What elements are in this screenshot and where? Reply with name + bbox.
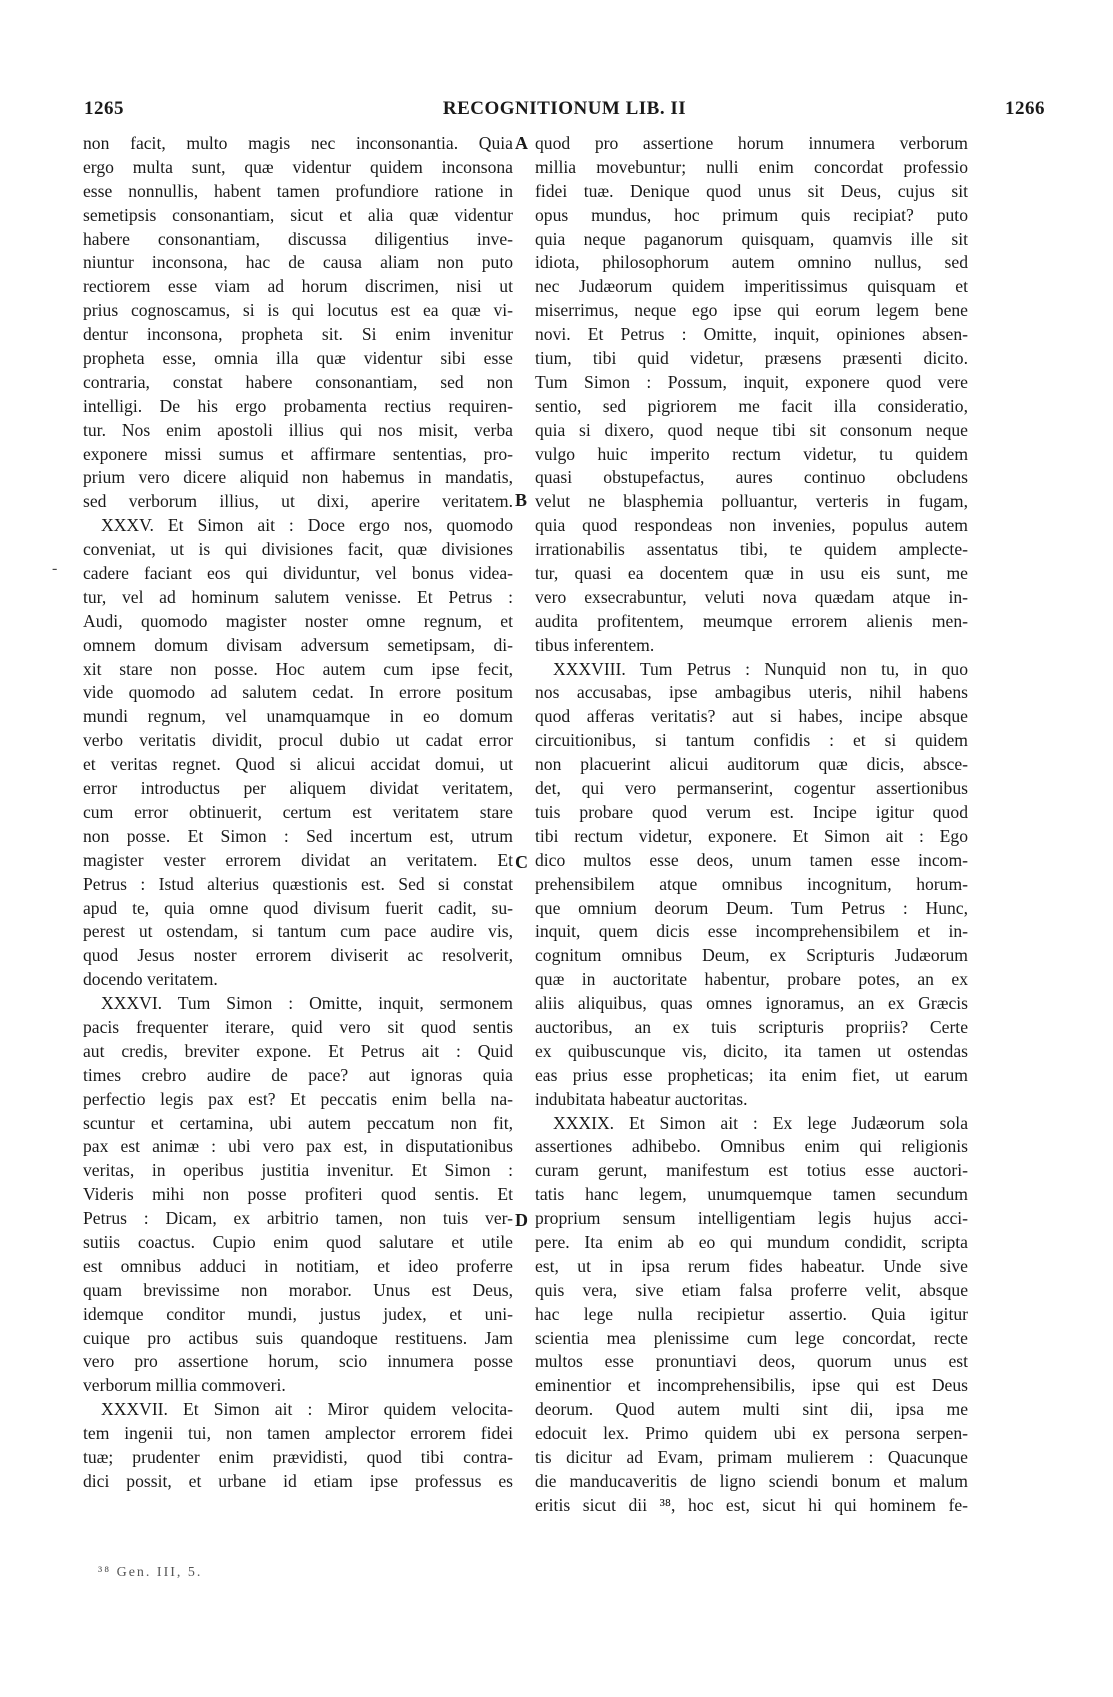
left-column-line: propheta esse, omnia illa quæ videntur sibi esse xyxy=(83,348,513,369)
left-column-line: xit stare non posse. Hoc autem cum ipse fecit, xyxy=(83,658,513,679)
left-column-line: pacis frequenter iterare, quid vero sit quod sentis xyxy=(83,1016,513,1037)
right-column-line: prehensibilem atque omnibus incognitum, horum- xyxy=(535,873,968,894)
right-column-line: eritis sicut dii ³⁸, hoc est, sicut hi qui hominem fe- xyxy=(535,1494,968,1515)
left-column-line: perest ut ostendam, si tantum cum pace audire vis, xyxy=(83,921,513,942)
right-column-line: circuitionibus, si tantum confidis : et si quidem xyxy=(535,730,968,751)
left-column-line: dici possit, et urbane id etiam ipse professus es xyxy=(83,1470,513,1491)
left-column-line: esse nonnullis, habent tamen profundiore ratione in xyxy=(83,180,513,201)
right-column-line: sentio, sed pigriorem me facit illa consideratio, xyxy=(535,395,968,416)
right-column-line: assertiones adhibebo. Omnibus enim qui religionis xyxy=(535,1136,968,1157)
left-column-line: non posse. Et Simon : Sed incertum est, utrum xyxy=(83,825,513,846)
left-column-line: apud te, quia omne quod divisum fuerit cadit, su- xyxy=(83,897,513,918)
right-column-line: multos esse pronuntiavi deos, quorum unus est xyxy=(535,1351,968,1372)
margin-letter-c: C xyxy=(515,852,528,872)
right-column-line: fidei tuæ. Denique quod unus sit Deus, cujus sit xyxy=(535,180,968,201)
right-column-line: tis dicitur ad Evam, primam mulierem : Quacunque xyxy=(535,1446,968,1467)
right-column xyxy=(535,132,968,1518)
left-column-line: idemque conditor mundi, justus judex, et uni- xyxy=(83,1303,513,1324)
left-column-line: niuntur inconsona, hac de causa aliam non puto xyxy=(83,252,513,273)
right-column-line: velut ne blasphemia polluantur, verteris in fugam, xyxy=(535,491,968,512)
right-column-line: miserrimus, neque ego ipse qui eorum legem bene xyxy=(535,300,968,321)
left-column-line: exponere missi sumus et affirmare sententias, pro- xyxy=(83,443,513,464)
right-column-line: indubitata habeatur auctoritas. xyxy=(535,1088,748,1109)
right-column-line: non placuerint alicui auditorum quæ dicis, absce- xyxy=(535,754,968,775)
right-column-line: que omnium deorum Deum. Tum Petrus : Hunc, xyxy=(535,897,968,918)
page-number-right: 1266 xyxy=(1005,98,1045,119)
left-column-line: tem ingenii tui, non tamen amplector errorem fidei xyxy=(83,1423,513,1444)
left-column-line: aut credis, breviter expone. Et Petrus ait : Quid xyxy=(83,1040,513,1061)
right-column-line: hac lege nulla recipietur assertio. Quia igitur xyxy=(535,1303,968,1324)
left-column-line: times crebro audire de pace? aut ignoras quia xyxy=(83,1064,513,1085)
right-column-line: tibus inferentem. xyxy=(535,634,655,655)
left-column-line: XXXV. Et Simon ait : Doce ergo nos, quomodo xyxy=(101,515,513,536)
left-column-line: et veritas regnet. Quod si alicui accidat domui, ut xyxy=(83,754,513,775)
right-column-line: nec Judæorum quidem imperitissimus quisquam et xyxy=(535,276,968,297)
left-column-line: tur. Nos enim apostoli illius qui nos misit, verba xyxy=(83,419,513,440)
footnote: ³⁸ Gen. III, 5. xyxy=(98,1565,203,1580)
right-column-line: die manducaveritis de ligno sciendi bonum et malum xyxy=(535,1470,968,1491)
left-column-line: pax est animæ : ubi vero pax est, in disputationibus xyxy=(83,1136,513,1157)
right-column-line: quæ in auctoritate habentur, probare potes, an ex xyxy=(535,969,968,990)
right-column-line: eas prius esse propheticas; ita enim fiet, ut earum xyxy=(535,1064,968,1085)
left-column-line: dentur inconsona, propheta sit. Si enim invenitur xyxy=(83,324,513,345)
right-column-line: Tum Simon : Possum, inquit, exponere quod vere xyxy=(535,371,968,392)
right-column-line: vero exsecrabuntur, veluti nova quædam atque in- xyxy=(535,586,968,607)
left-column-line: scuntur et certamina, ubi autem peccatum non fit, xyxy=(83,1112,513,1133)
right-column-line: deorum. Quod autem multi sint dii, ipsa me xyxy=(535,1399,968,1420)
right-column-line: novi. Et Petrus : Omitte, inquit, opiniones absen- xyxy=(535,324,968,345)
left-column-line: contraria, constat habere consonantiam, sed non xyxy=(83,371,513,392)
right-column-line: proprium sensum intelligentiam legis hujus acci- xyxy=(535,1208,968,1229)
left-column-line: quam brevissime non morabor. Unus est Deus, xyxy=(83,1279,513,1300)
right-column-line: XXXIX. Et Simon ait : Ex lege Judæorum sola xyxy=(553,1112,968,1133)
margin-letter-a: A xyxy=(515,133,528,153)
right-column-line: ex quibuscunque vis, dicito, ita tamen ut ostendas xyxy=(535,1040,968,1061)
right-column-line: auctoribus, an ex tuis scripturis propriis? Certe xyxy=(535,1016,968,1037)
left-column-line: rectiorem esse viam ad horum discrimen, nisi ut xyxy=(83,276,513,297)
left-column-line: intelligi. De his ergo probamenta rectius requiren- xyxy=(83,395,513,416)
left-column-line: sutiis coactus. Cupio enim quod salutare et utile xyxy=(83,1231,513,1252)
right-column-line: opus mundus, hoc primum quis recipiat? puto xyxy=(535,204,968,225)
right-column-line: quis vera, sive etiam falsa proferre velit, absque xyxy=(535,1279,968,1300)
right-column-line: eminentior et incomprehensibilis, ipse qui est Deus xyxy=(535,1375,968,1396)
right-column-line: quia si dixero, quod neque tibi sit consonum neque xyxy=(535,419,968,440)
left-column-line: non facit, multo magis nec inconsonantia. Quia xyxy=(83,133,513,153)
left-column xyxy=(83,132,513,1494)
left-column-line: prium vero dicere aliquid non habemus in mandatis, xyxy=(83,467,513,488)
right-column-line: quod afferas veritatis? aut si habes, incipe absque xyxy=(535,706,968,727)
right-column-line: det, qui vero permanserint, cogentur assertionibus xyxy=(535,778,968,799)
left-column-line: docendo veritatem. xyxy=(83,969,218,990)
right-column-line: cognitum omnibus Deum, ex Scripturis Judæorum xyxy=(535,945,968,966)
right-column-line: tium, tibi quid videtur, præsens præsenti dicito. xyxy=(535,348,968,369)
left-column-line: cuique pro actibus suis quandoque restituens. Jam xyxy=(83,1327,513,1348)
left-column-line: cum error obtinuerit, certum est veritatem stare xyxy=(83,801,513,822)
right-column-line: inquit, quem dicis esse incomprehensibilem et in- xyxy=(535,921,968,942)
left-column-line: conveniat, ut is qui divisiones facit, quæ divisiones xyxy=(83,539,513,560)
left-column-line: Videris mihi non posse profiteri quod sentis. Et xyxy=(83,1184,513,1205)
left-column-line: cadere faciant eos qui dividuntur, vel bonus videa- xyxy=(83,563,513,584)
right-column-line: aliis aliquibus, quas omnes ignoramus, an ex Græcis xyxy=(535,993,968,1014)
right-column-line: quod pro assertione horum innumera verborum xyxy=(535,133,968,153)
margin-letter-d: D xyxy=(515,1210,528,1230)
right-column-line: edocuit lex. Primo quidem ubi ex persona serpen- xyxy=(535,1423,968,1444)
running-title: RECOGNITIONUM LIB. II xyxy=(442,98,687,119)
left-column-line: semetipsis consonantiam, sicut et alia quæ videntur xyxy=(83,204,513,225)
right-column-line: quasi obstupefactus, aures continuo obcludens xyxy=(535,467,968,488)
left-column-line: verbo veritatis dividit, procul dubio ut cadat error xyxy=(83,730,513,751)
right-column-line: audita profitentem, meumque errorem alienis men- xyxy=(535,610,968,631)
right-column-line: tur, quasi ea docentem quæ in usu eis sunt, me xyxy=(535,563,968,584)
left-column-line: prius cognoscamus, si is qui locutus est ea quæ vi- xyxy=(83,300,513,321)
right-column-line: nos accusabas, ipse ambagibus uteris, nihil habens xyxy=(535,682,968,703)
left-column-line: mundi regnum, vel unamquamque in eo domum xyxy=(83,706,513,727)
running-header xyxy=(84,98,1045,128)
left-column-line: error introductus per aliquem dividat veritatem, xyxy=(83,778,513,799)
right-column-line: curam gerunt, manifestum est totius esse auctori- xyxy=(535,1160,968,1181)
left-column-line: Petrus : Dicam, ex arbitrio tamen, non tuis ver- xyxy=(83,1208,513,1229)
right-column-line: tibi rectum videtur, exponere. Et Simon ait : Ego xyxy=(535,825,968,846)
right-column-line: vulgo huic imperito rectum videtur, tu quidem xyxy=(535,443,968,464)
left-column-line: sed verborum illius, ut dixi, aperire veritatem. xyxy=(83,491,513,512)
right-column-line: dico multos esse deos, unum tamen esse incom- xyxy=(535,849,968,870)
left-column-line: magister vester errorem dividat an veritatem. Et xyxy=(83,849,513,870)
left-column-line: XXXVI. Tum Simon : Omitte, inquit, sermonem xyxy=(101,993,513,1014)
right-column-line: irrationabilis assentatus tibi, te quidem amplecte- xyxy=(535,539,968,560)
right-column-line: quia neque paganorum quisquam, quamvis ille sit xyxy=(535,228,968,249)
margin-mark: - xyxy=(52,560,58,577)
page-number-left: 1265 xyxy=(84,98,124,119)
right-column-line: quia quod respondeas non invenies, populus autem xyxy=(535,515,968,536)
right-column-line: est, ut in ipsa rerum fides habeatur. Unde sive xyxy=(535,1255,968,1276)
left-column-line: Petrus : Istud alterius quæstionis est. Sed si constat xyxy=(83,873,513,894)
left-column-line: vero pro assertione horum, scio innumera posse xyxy=(83,1351,513,1372)
left-column-line: Audi, quomodo magister noster omne regnum, et xyxy=(83,610,513,631)
right-column-line: millia movebuntur; nulli enim concordat professio xyxy=(535,156,968,177)
right-column-line: tuis probare quod verum est. Incipe igitur quod xyxy=(535,801,968,822)
left-column-line: vide quomodo ad salutem cedat. In errore positum xyxy=(83,682,513,703)
left-column-line: tuæ; prudenter enim prævidisti, quod tibi contra- xyxy=(83,1446,513,1467)
right-column-line: idiota, philosophorum autem omnino nullus, sed xyxy=(535,252,968,273)
left-column-line: ergo multa sunt, quæ videntur quidem inconsona xyxy=(83,156,513,177)
right-column-line: scientia mea plenissime cum lege concordat, recte xyxy=(535,1327,968,1348)
right-column-line: XXXVIII. Tum Petrus : Nunquid non tu, in quo xyxy=(553,658,968,679)
left-column-line: XXXVII. Et Simon ait : Miror quidem velocita- xyxy=(101,1399,513,1420)
right-column-line: pere. Ita enim ab eo qui mundum condidit, scripta xyxy=(535,1231,968,1252)
left-column-line: quod Jesus noster errorem diviserit ac resolverit, xyxy=(83,945,513,966)
left-column-line: habere consonantiam, discussa diligentius inve- xyxy=(83,228,513,249)
left-column-line: tur, vel ad hominum salutem venisse. Et Petrus : xyxy=(83,586,513,607)
margin-letter-b: B xyxy=(515,490,528,510)
left-column-line: veritas, in operibus justitia invenitur. Et Simon : xyxy=(83,1160,513,1181)
left-column-line: verborum millia commoveri. xyxy=(83,1375,286,1396)
left-column-line: perfectio legis pax est? Et peccatis enim bella na- xyxy=(83,1088,513,1109)
left-column-line: omnem domum divisam adversum semetipsam, di- xyxy=(83,634,513,655)
right-column-line: tatis hanc legem, unumquemque tamen secundum xyxy=(535,1184,968,1205)
left-column-line: est omnibus adduci in notitiam, et ideo proferre xyxy=(83,1255,513,1276)
